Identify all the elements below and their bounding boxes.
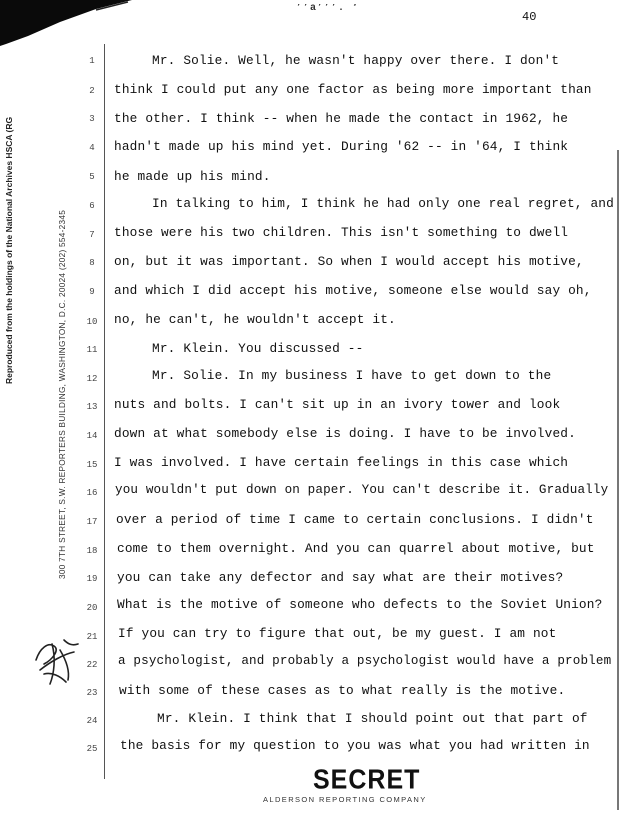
transcript-line: think I could put any one factor as being more important than <box>114 82 592 97</box>
transcript-line: the other. I think -- when he made the contact in 1962, he <box>114 111 569 126</box>
line-number: 18 <box>86 546 98 556</box>
transcript-line: you can take any defector and say what are their motives? <box>117 570 564 585</box>
line-number: 13 <box>86 402 98 412</box>
transcript-line: you wouldn't put down on paper. You can't describe it. Gradually <box>115 483 609 497</box>
line-number: 10 <box>86 317 98 327</box>
line-number: 3 <box>89 114 95 124</box>
line-number: 23 <box>86 688 98 698</box>
reporters-address-stamp: 300 7TH STREET, S.W. REPORTERS BUILDING, WASHINGTON, D.C. 20024 (202) 554-2345 <box>58 209 67 579</box>
line-number: 4 <box>89 143 95 153</box>
transcript-line: Mr. Klein. I think that I should point out that part of <box>157 711 588 726</box>
transcript-line: Mr. Solie. In my business I have to get down to the <box>152 368 552 383</box>
line-number: 2 <box>89 86 95 96</box>
line-number: 20 <box>86 603 98 613</box>
left-margin-rule <box>104 44 105 779</box>
transcript-line: and which I did accept his motive, someone else would say oh, <box>114 283 592 298</box>
archives-stamp: Reproduced from the holdings of the National Archives HSCA (RG <box>4 116 14 384</box>
line-number: 21 <box>86 632 98 642</box>
page-number: 40 <box>522 10 537 24</box>
line-number: 1 <box>89 56 95 66</box>
transcript-line: nuts and bolts. I can't sit up in an ivory tower and look <box>114 397 561 412</box>
transcript-line: on, but it was important. So when I would accept his motive, <box>114 254 584 269</box>
line-number: 14 <box>86 431 98 441</box>
line-number: 16 <box>86 488 98 498</box>
transcript-line: Mr. Klein. You discussed -- <box>152 341 364 356</box>
transcript-line: down at what somebody else is doing. I have to be involved. <box>114 426 576 441</box>
transcript-line: hadn't made up his mind yet. During '62 -- in '64, I think <box>114 139 569 154</box>
line-number: 11 <box>86 345 98 355</box>
transcript-line: What is the motive of someone who defects to the Soviet Union? <box>117 597 603 612</box>
transcript-line: the basis for my question to you was what you had written in <box>120 738 590 753</box>
transcript-line: over a period of time I came to certain conclusions. I didn't <box>116 512 594 527</box>
line-number: 17 <box>86 517 98 527</box>
right-edge-rule <box>617 150 619 810</box>
line-number: 25 <box>86 744 98 754</box>
line-number: 19 <box>86 574 98 584</box>
line-number: 12 <box>86 374 98 384</box>
transcript-line: In talking to him, I think he had only one real regret, and <box>152 196 614 211</box>
transcript-line: come to them overnight. And you can quarrel about motive, but <box>117 541 595 556</box>
reporting-company-footer: ALDERSON REPORTING COMPANY <box>263 795 427 804</box>
line-number: 7 <box>89 230 95 240</box>
line-number: 8 <box>89 258 95 268</box>
secret-stamp: SECRET <box>313 764 421 796</box>
header-smudge: ’’a’’’. ‘ <box>296 4 360 13</box>
transcript-line: he made up his mind. <box>114 169 271 184</box>
transcript-line: If you can try to figure that out, be my guest. I am not <box>118 626 557 641</box>
line-number: 22 <box>86 660 98 670</box>
line-number: 6 <box>89 201 95 211</box>
transcript-line: a psychologist, and probably a psychologist would have a problem <box>118 654 612 668</box>
line-number: 24 <box>86 716 98 726</box>
transcript-line: I was involved. I have certain feelings in this case which <box>114 455 569 470</box>
handwritten-initials-mark <box>30 630 82 688</box>
line-number: 5 <box>89 172 95 182</box>
transcript-line: those were his two children. This isn't something to dwell <box>114 225 569 240</box>
transcript-line: with some of these cases as to what really is the motive. <box>119 683 566 698</box>
line-number: 9 <box>89 287 95 297</box>
line-number: 15 <box>86 460 98 470</box>
transcript-line: no, he can't, he wouldn't accept it. <box>114 312 396 327</box>
transcript-line: Mr. Solie. Well, he wasn't happy over there. I don't <box>152 53 560 68</box>
